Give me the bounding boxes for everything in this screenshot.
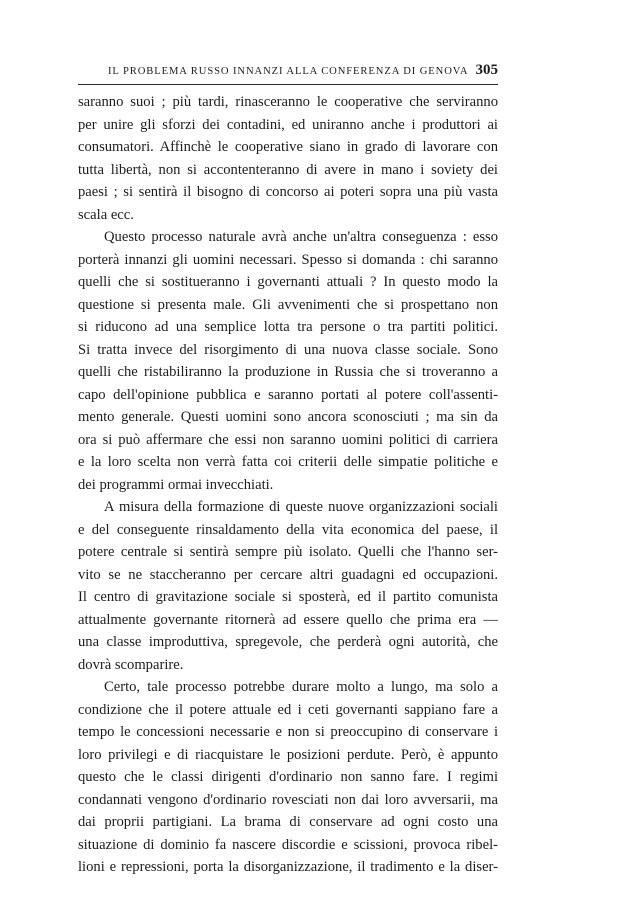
text-line: condannati vengono d'ordinario rovesciati non dai loro avversarii, ma <box>78 791 498 808</box>
text-line: Si tratta invece del risorgimento di una nuova classe sociale. Sono <box>78 341 498 358</box>
text-line: questione si presenta male. Gli avvenimenti che si prospettano non <box>78 296 498 313</box>
text-line: condizione che il potere attuale ed i ceti governanti sappiano fare a <box>78 701 498 718</box>
paragraph-start: Questo processo naturale avrà anche un'altra conseguenza : esso <box>104 229 498 245</box>
text-line: e del conseguente rinsaldamento della vita economica del paese, il <box>78 521 498 538</box>
text-line: vito se ne staccheranno per cercare altri guadagni ed occupazioni. <box>78 566 498 583</box>
text-line: paesi ; si sentirà il bisogno di concorso ai poteri sopra una più vasta <box>78 184 498 200</box>
text-line: dei programmi ormai invecchiati. <box>78 476 274 493</box>
page-number: 305 <box>475 62 498 78</box>
text-line: loro privilegi e di riacquistare le posizioni perdute. Però, è appunto <box>78 746 498 763</box>
text-line: situazione di dominio fa nascere discordie e scissioni, provoca ribel- <box>78 836 498 853</box>
body-text <box>78 91 498 879</box>
text-line: attualmente governante ritornerà ad essere quello che prima era — <box>78 611 498 628</box>
text-line: saranno suoi ; più tardi, rinasceranno le cooperative che serviranno <box>78 94 498 110</box>
text-line: questo che le classi dirigenti d'ordinario non sanno fare. I regimi <box>78 769 498 785</box>
text-line: potere centrale si sentirà sempre più isolato. Quelli che l'hanno ser- <box>78 544 498 560</box>
text-line: quelli che ristabiliranno la produzione in Russia che si troveranno a <box>78 364 498 380</box>
header-rule <box>78 84 498 85</box>
text-line: dai proprii partigiani. La brama di conservare ad ogni costo una <box>78 814 498 830</box>
paragraph-start: A misura della formazione di queste nuove organizzazioni sociali <box>104 499 498 515</box>
text-line: dovrà scomparire. <box>78 656 184 673</box>
text-line: Il centro di gravitazione sociale si sposterà, ed il partito comunista <box>78 589 498 605</box>
text-line: mento generale. Questi uomini sono ancora sconosciuti ; ma sin da <box>78 409 498 425</box>
text-line: per unire gli sforzi dei contadini, ed uniranno anche i produttori ai <box>78 116 498 133</box>
text-line: ora si può affermare che essi non saranno uomini politici di carriera <box>78 431 498 448</box>
text-line: tempo le concessioni necessarie e non si preoccupino di conservare i <box>78 724 498 740</box>
text-line: consumatori. Affinchè le cooperative siano in grado di lavorare con <box>78 139 498 155</box>
running-title: IL PROBLEMA RUSSO INNANZI ALLA CONFERENZA DI GENOVA <box>108 66 469 77</box>
text-line: quelli che si sostitueranno i governanti attuali ? In questo modo la <box>78 274 498 290</box>
paragraph-start: Certo, tale processo potrebbe durare molto a lungo, ma solo a <box>104 679 498 695</box>
text-line: scala ecc. <box>78 206 134 223</box>
text-line: lioni e repressioni, porta la disorganizzazione, il tradimento e la diser- <box>78 859 498 875</box>
running-head <box>108 62 498 82</box>
text-line: e la loro scelta non verrà fatta coi criterii delle simpatie politiche e <box>78 454 498 470</box>
text-line: porterà innanzi gli uomini necessari. Spesso si domanda : chi saranno <box>78 251 498 268</box>
text-line: si riducono ad una semplice lotta tra persone o tra partiti politici. <box>78 319 498 335</box>
text-line: tutta libertà, non si accontenteranno di avere in mano i soviety dei <box>78 161 498 178</box>
text-line: capo dell'opinione pubblica e saranno portati al potere coll'assenti- <box>78 386 498 403</box>
text-line: una classe improduttiva, spregevole, che perderà ogni autorità, che <box>78 634 498 650</box>
